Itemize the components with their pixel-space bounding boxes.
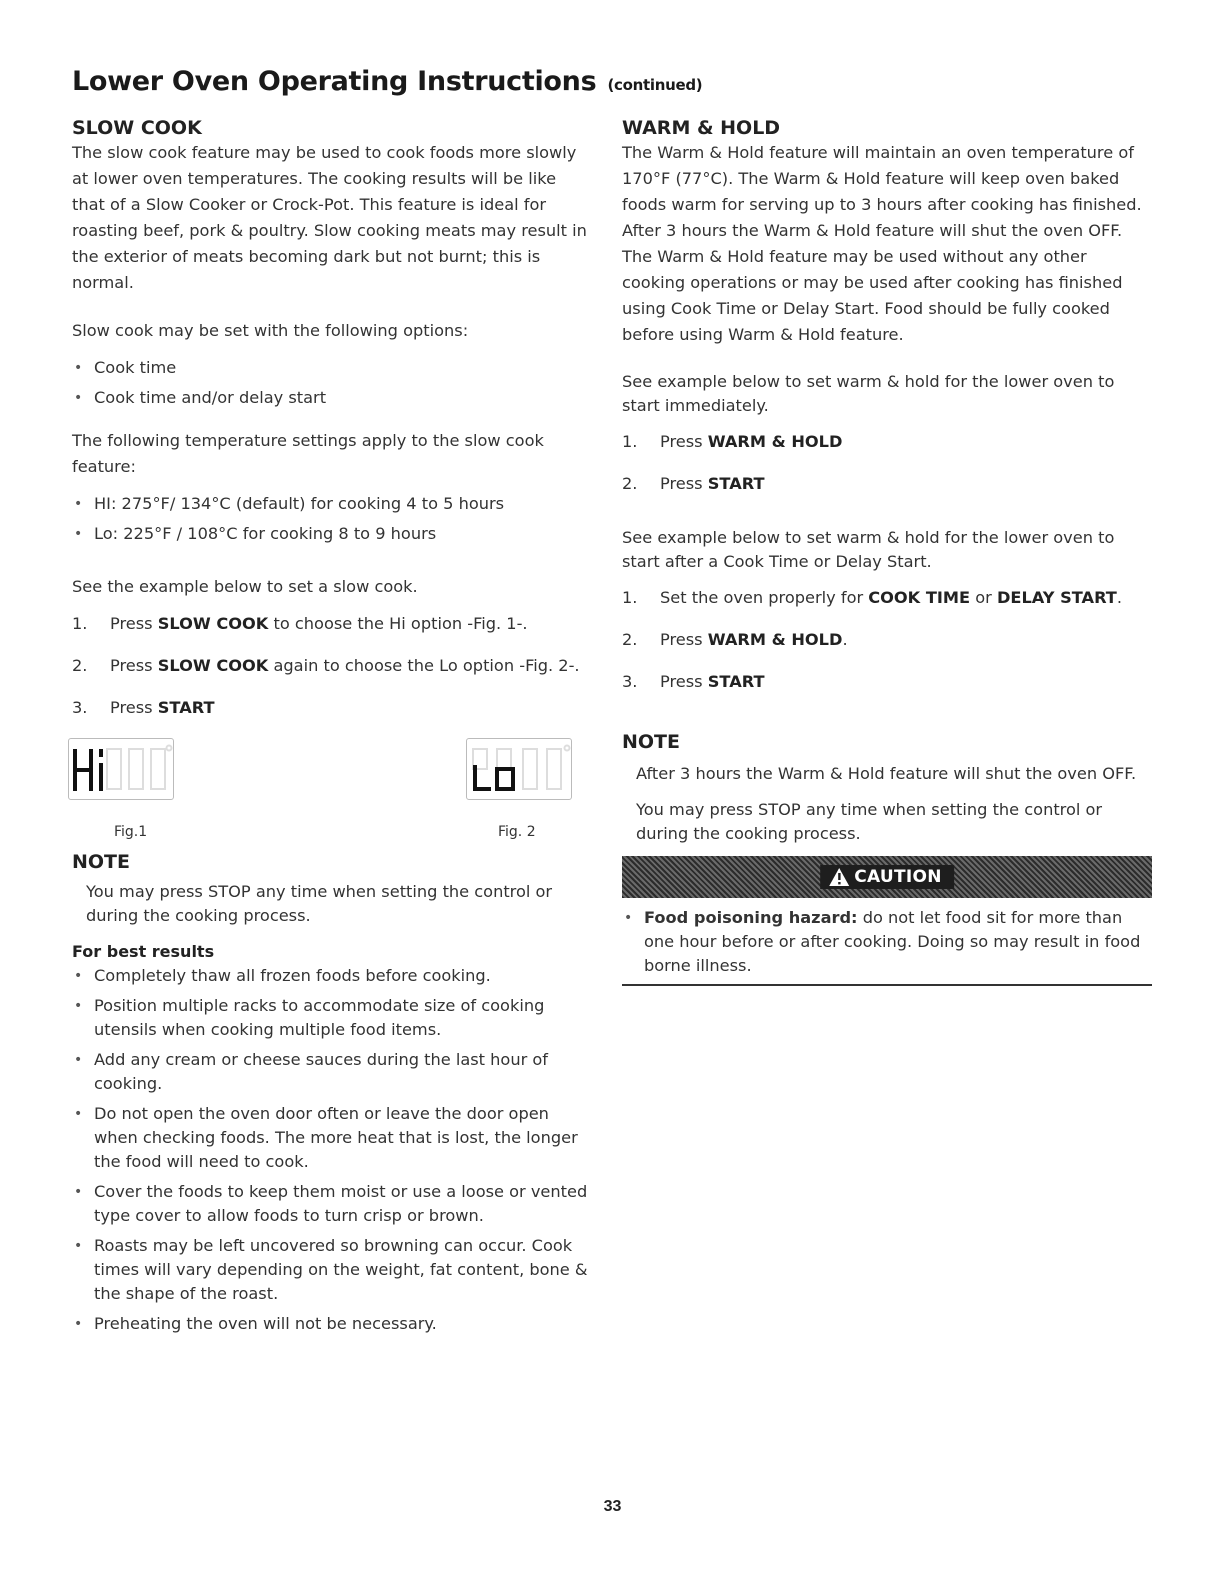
slow-cook-intro: The slow cook feature may be used to cook foods more slowly at lower oven temperatures. The cooking results will be like that of a Slow Cooker or Crock-Pot. This feature is ideal for roasting beef, pork & poultry. Slow cooking meats may result in the exterior of meats becoming dark but not burnt; this is normal.	[72, 143, 587, 292]
warm-hold-intro: The Warm & Hold feature will maintain an oven temperature of 170°F (77°C). The Warm & Hold feature will keep oven baked foods warm for serving up to 3 hours after cooking has finished. After 3 hours the Warm & Hold feature will shut the oven OFF. The Warm & Hold feature may be used without any other cooking operations or may be used after cooking has finished using Cook Time or Delay Start. Food should be fully cooked before using Warm & Hold feature.	[622, 143, 1142, 344]
hazard-text: do not let food sit for more than one hour before or after cooking. Doing so may result in food borne illness.	[644, 908, 1141, 975]
warm-hold-steps-2	[622, 586, 1152, 694]
page-title	[72, 66, 702, 97]
list-item: • Roasts may be left uncovered so browning can occur. Cook times will vary depending on the weight, fat content, bone & the shape of the roast.	[72, 1234, 592, 1306]
left-note-heading: NOTE	[72, 851, 130, 873]
step-number: 2.	[72, 656, 88, 675]
warm-hold-heading: WARM & HOLD	[622, 117, 781, 139]
list-item: • HI: 275°F/ 134°C (default) for cooking 4 to 5 hours	[72, 492, 592, 516]
left-column	[72, 116, 592, 1342]
warm-hold-steps-1	[622, 430, 1152, 496]
list-item: • Completely thaw all frozen foods before cooking.	[72, 964, 592, 988]
right-note-line-2: You may press STOP any time when setting the control or during the cooking process.	[636, 800, 1103, 843]
list-item: • Lo: 225°F / 108°C for cooking 8 to 9 hours	[72, 522, 592, 546]
caution-text: CAUTION	[854, 867, 942, 887]
step-item	[72, 654, 592, 678]
step-text: Press	[110, 698, 158, 717]
step-text: Press	[110, 656, 158, 675]
best-results-list	[72, 964, 592, 1336]
step-text: Press	[660, 672, 708, 691]
lcd-display-lo	[466, 738, 572, 800]
list-item: • Cook time and/or delay start	[72, 386, 592, 410]
slow-cook-options-list	[72, 356, 592, 410]
step-key: WARM & HOLD	[707, 630, 843, 649]
step-item	[622, 586, 1152, 610]
step-text: .	[1116, 588, 1123, 607]
step-item	[72, 696, 592, 720]
step-key: DELAY START	[996, 588, 1117, 607]
page-title-text: Lower Oven Operating Instructions	[72, 66, 597, 97]
right-note-heading: NOTE	[622, 731, 680, 753]
step-text: Set the oven properly for	[660, 588, 869, 607]
step-text: Press	[660, 474, 708, 493]
step-text: or	[970, 588, 997, 607]
step-key: START	[707, 672, 765, 691]
list-item: • Cook time	[72, 356, 592, 380]
slow-cook-example-intro: See the example below to set a slow cook.	[72, 577, 418, 596]
list-item	[622, 906, 1152, 978]
step-text: again to choose the Lo option -Fig. 2-.	[268, 656, 580, 675]
step-key: START	[707, 474, 765, 493]
step-number: 1.	[622, 432, 638, 451]
step-item	[622, 472, 1152, 496]
step-text: Press	[660, 630, 708, 649]
lcd-hi-icon	[69, 739, 173, 799]
step-key: SLOW COOK	[157, 614, 269, 633]
step-number: 3.	[622, 672, 638, 691]
step-item	[622, 628, 1152, 652]
list-item: • Preheating the oven will not be necessary.	[72, 1312, 592, 1336]
slow-cook-temp-intro: The following temperature settings apply to the slow cook feature:	[72, 431, 544, 476]
right-column	[622, 116, 1152, 986]
step-text: Press	[660, 432, 708, 451]
step-item	[622, 670, 1152, 694]
figure-1-caption: Fig.1	[114, 824, 148, 840]
slow-cook-options-intro: Slow cook may be set with the following options:	[72, 321, 469, 340]
warning-triangle-icon	[828, 867, 850, 887]
step-item	[622, 430, 1152, 454]
step-item	[72, 612, 592, 636]
list-item: • Cover the foods to keep them moist or use a loose or vented type cover to allow foods to turn crisp or brown.	[72, 1180, 592, 1228]
step-text: .	[842, 630, 848, 649]
lcd-lo-icon	[467, 739, 571, 799]
warm-hold-example2-intro: See example below to set warm & hold for the lower oven to start after a Cook Time or Delay Start.	[622, 528, 1115, 571]
step-number: 3.	[72, 698, 88, 717]
lcd-figures	[72, 738, 592, 846]
caution-list	[622, 906, 1152, 978]
lcd-display-hi	[68, 738, 174, 800]
caution-divider	[622, 984, 1152, 986]
step-text: to choose the Hi option -Fig. 1-.	[268, 614, 528, 633]
hazard-title: Food poisoning hazard:	[644, 908, 858, 927]
slow-cook-heading: SLOW COOK	[72, 117, 202, 139]
step-key: START	[157, 698, 215, 717]
list-item: • Do not open the oven door often or leave the door open when checking foods. The more heat that is lost, the longer the food will need to cook.	[72, 1102, 592, 1174]
best-results-title: For best results	[72, 942, 215, 961]
step-number: 1.	[622, 588, 638, 607]
continued-label: (continued)	[607, 76, 703, 94]
list-item: • Position multiple racks to accommodate size of cooking utensils when cooking multiple food items.	[72, 994, 592, 1042]
list-item: • Add any cream or cheese sauces during the last hour of cooking.	[72, 1048, 592, 1096]
step-key: COOK TIME	[868, 588, 971, 607]
figure-2-caption: Fig. 2	[498, 824, 536, 840]
slow-cook-temps-list	[72, 492, 592, 546]
step-number: 2.	[622, 474, 638, 493]
caution-label	[820, 865, 954, 889]
right-note-line-1: After 3 hours the Warm & Hold feature will shut the oven OFF.	[636, 764, 1137, 783]
step-number: 2.	[622, 630, 638, 649]
slow-cook-steps	[72, 612, 592, 720]
step-number: 1.	[72, 614, 88, 633]
page-number: 33	[603, 1498, 622, 1515]
step-text: Press	[110, 614, 158, 633]
step-key: SLOW COOK	[157, 656, 269, 675]
step-key: WARM & HOLD	[707, 432, 843, 451]
caution-banner	[622, 856, 1152, 898]
left-note-text: You may press STOP any time when setting the control or during the cooking process.	[86, 882, 553, 925]
warm-hold-example1-intro: See example below to set warm & hold for the lower oven to start immediately.	[622, 372, 1115, 415]
